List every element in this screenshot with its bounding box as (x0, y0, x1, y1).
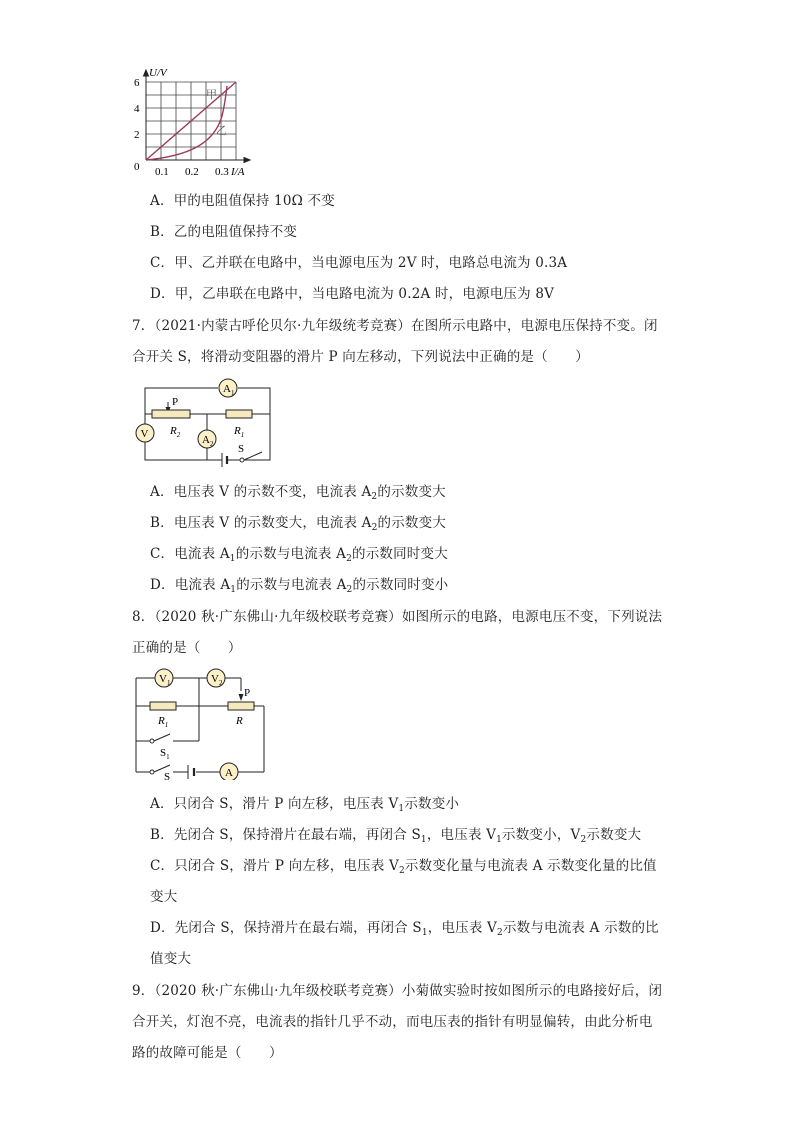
q7-circuit (130, 372, 280, 468)
q7-stem-line1: 7．（2021·内蒙古呼伦贝尔·九年级统考竞赛）在图所示电路中，电源电压保持不变。闭 (132, 318, 658, 334)
q8-stem-line2: 正确的是（ ） (132, 640, 242, 656)
y-tick-6: 6 (134, 77, 140, 89)
q7-resistor-r2 (152, 410, 190, 418)
q8-option-c-line2: 变大 (150, 889, 178, 905)
q6-option-b: B．乙的电阻值保持不变 (150, 224, 298, 240)
q7-r1-label: $R_1$ (234, 425, 245, 439)
q7-a1-label: $A_1$ (223, 383, 235, 397)
q6-option-d: D．甲，乙串联在电路中，当电路电流为 0.2A 时，电源电压为 8V (150, 286, 555, 302)
q7-option-a: A．电压表 V 的示数不变，电流表 $A_2$的示数变大 (150, 484, 446, 502)
q8-rheostat-r (228, 702, 254, 710)
q7-a2-label: $A_2$ (202, 434, 214, 448)
curve-yi-label: 乙 (216, 125, 227, 137)
q8-option-c: C．只闭合 S，滑片 P 向左移，电压表 $V_2$示数变化量与电流表 A 示数变化量的比值 (150, 858, 657, 876)
q8-switch-s-pivot (150, 770, 154, 774)
q9-stem-line3: 路的故障可能是（ ） (132, 1045, 283, 1061)
x-tick-0.2: 0.2 (185, 166, 199, 178)
x-axis-arrow (244, 158, 250, 163)
q8-v2-label: $V_2$ (211, 673, 223, 687)
y-tick-0: 0 (134, 161, 140, 173)
y-axis-arrow (144, 70, 149, 76)
q7-s-label: S (238, 443, 245, 455)
q7-option-c: C．电流表 $A_1$的示数与电流表 $A_2$的示数同时变大 (150, 546, 448, 564)
y-tick-4: 4 (134, 103, 140, 115)
x-tick-0.1: 0.1 (155, 166, 169, 178)
q8-option-d: D．先闭合 S，保持滑片在最右端，再闭合 $S_1$，电压表 $V_2$示数与电流表 A 示数的比 (150, 920, 659, 938)
q7-option-d: D．电流表 $A_1$的示数与电流表 $A_2$的示数同时变小 (150, 577, 449, 595)
q8-v1-label: $V_1$ (159, 673, 171, 687)
x-tick-0.3: 0.3 (215, 166, 229, 178)
q7-p-label: P (172, 396, 179, 408)
q6-option-a: A．甲的电阻值保持 10Ω 不变 (150, 193, 335, 209)
y-axis-label: U/V (149, 67, 167, 79)
q6-option-c: C．甲、乙并联在电路中，当电源电压为 2V 时，电路总电流为 0.3A (150, 255, 568, 271)
q8-stem-line1: 8．（2020 秋·广东佛山·九年级校联考竞赛）如图所示的电路，电源电压不变，下列说法 (132, 609, 663, 625)
x-axis-label: I/A (231, 166, 245, 178)
q7-v-label: V (140, 428, 149, 440)
curve-jia-label: 甲 (206, 89, 217, 101)
q7-switch-pivot (240, 458, 244, 462)
q8-r1-label: $R_1$ (158, 715, 169, 729)
q8-p-label: P (244, 687, 251, 699)
q8-slider-arrow (239, 694, 244, 701)
q9-stem-line2: 合开关，灯泡不亮，电流表的指针几乎不动，而电压表的指针有明显偏转，由此分析电 (132, 1014, 653, 1030)
q8-resistor-r1 (150, 702, 176, 710)
y-tick-2: 2 (134, 129, 140, 141)
q8-option-d-line2: 值变大 (150, 951, 192, 967)
q7-resistor-r1 (226, 410, 252, 418)
q8-a-label: A (225, 767, 233, 779)
q8-switch-s1-pivot (150, 739, 154, 743)
q7-stem-line2: 合开关 S，将滑动变阻器的滑片 P 向左移动，下列说法中正确的是（ ） (132, 349, 589, 365)
q8-circuit (128, 664, 278, 780)
q7-r2-label: $R_2$ (170, 425, 181, 439)
q8-s-label: S (164, 771, 171, 780)
q9-stem-line1: 9．（2020 秋·广东佛山·九年级校联考竞赛）小菊做实验时按如图所示的电路接好后，闭 (132, 983, 663, 999)
q8-option-b: B．先闭合 S，保持滑片在最右端，再闭合 $S_1$，电压表 $V_1$示数变小，$V_2$示数变大 (150, 827, 642, 845)
q8-r-label: R (236, 715, 243, 727)
u-i-graph (128, 64, 288, 182)
q7-option-b: B．电压表 V 的示数变大，电流表 $A_2$的示数变大 (150, 515, 447, 533)
q8-s1-label: $S_1$ (160, 747, 170, 761)
q8-option-a: A．只闭合 S，滑片 P 向左移，电压表 $V_1$示数变小 (150, 796, 460, 814)
